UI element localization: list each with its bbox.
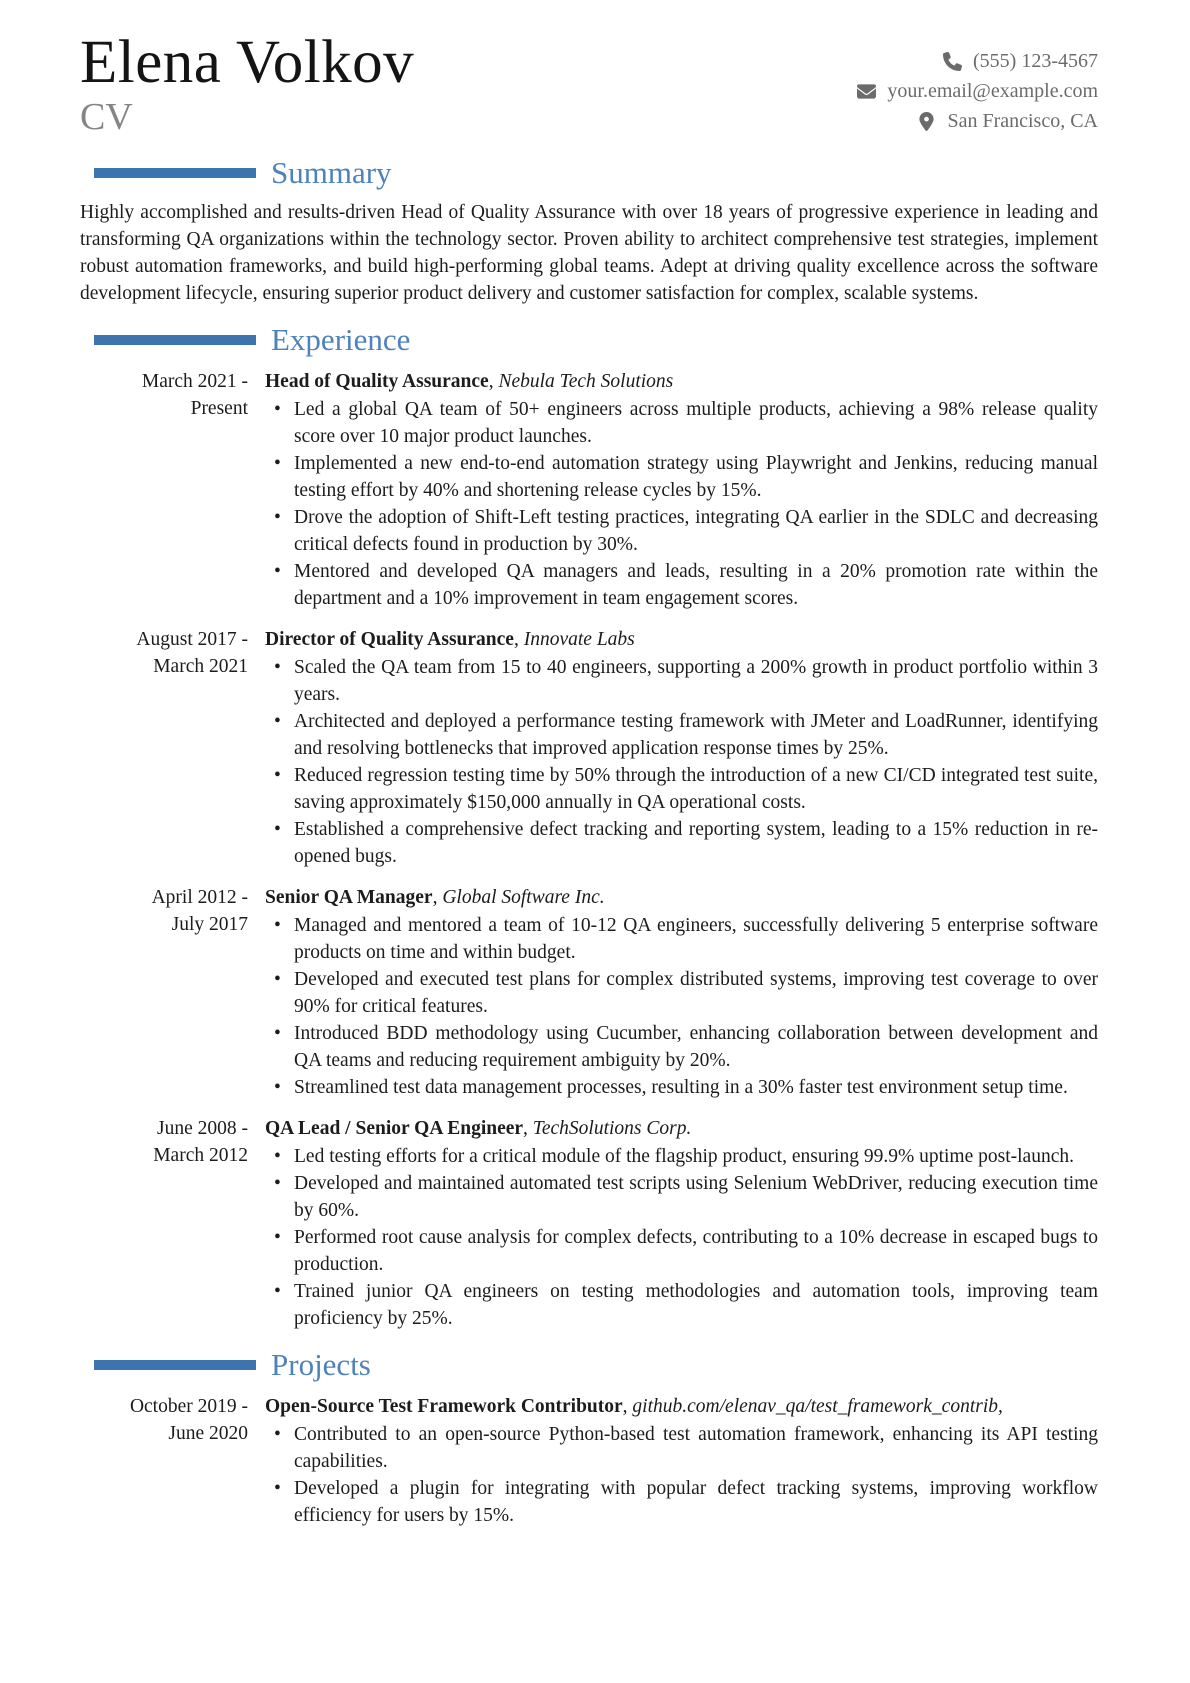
section-accent-bar: [94, 335, 256, 345]
entry-separator: ,: [622, 1396, 633, 1417]
bullet-text: Architected and deployed a performance testing framework with JMeter and LoadRunner, identifying and resolving bottlenecks that improved application response times by 25%.: [294, 711, 1098, 759]
entry-bullets: [265, 1421, 1098, 1529]
bullet-item: [265, 966, 1098, 1020]
bullet-text: Reduced regression testing time by 50% through the introduction of a new CI/CD integrated test suite, saving approximately $150,000 annually in QA operational costs.: [294, 765, 1098, 813]
entry-date-start: March 2021 -: [141, 371, 248, 392]
contact-row-location: [857, 106, 1098, 136]
bullet-text: Led a global QA team of 50+ engineers across multiple products, achieving a 98% release quality score over 10 major product launches.: [294, 399, 1098, 447]
entry-separator: ,: [523, 1118, 533, 1139]
entry-date: [80, 884, 248, 1101]
summary-paragraph: Highly accomplished and results-driven Head of Quality Assurance with over 18 years of progressive experience in leading and transforming QA organizations within the technology sector. Proven ability to architect comprehensive test strategies, implement robust automation frameworks, and build high-performing global teams. Adept at driving quality excellence across the software development lifecycle, ensuring superior product delivery and customer satisfaction for complex, scalable systems.: [80, 202, 1098, 304]
section: [80, 1347, 1098, 1529]
entry-title: Director of Quality Assurance: [265, 629, 514, 650]
entry-title-line: [265, 626, 1098, 653]
bullet-marker: •: [274, 1077, 281, 1098]
entry-main: [265, 884, 1098, 1101]
bullet-text: Managed and mentored a team of 10-12 QA engineers, successfully delivering 5 enterprise software products on time and within budget.: [294, 915, 1098, 963]
email-icon: [857, 82, 876, 101]
section-accent-bar: [94, 168, 256, 178]
bullet-marker: •: [274, 561, 281, 582]
entry-date-end: July 2017: [171, 914, 248, 935]
bullet-text: Performed root cause analysis for complex defects, contributing to a 10% decrease in escaped bugs to production.: [294, 1227, 1098, 1275]
entry-separator: ,: [488, 371, 499, 392]
bullet-text: Developed and maintained automated test scripts using Selenium WebDriver, reducing execution time by 60%.: [294, 1173, 1098, 1221]
document-type-label: CV: [80, 96, 133, 138]
cv-entry: [80, 1115, 1098, 1332]
entry-separator: ,: [513, 629, 524, 650]
bullet-marker: •: [274, 711, 281, 732]
bullet-text: Developed a plugin for integrating with popular defect tracking systems, improving workflow efficiency for users by 15%.: [294, 1478, 1098, 1526]
entry-title-line: [265, 368, 1098, 395]
contact-row-email: [857, 76, 1098, 106]
bullet-marker: •: [274, 1281, 281, 1302]
bullet-text: Contributed to an open-source Python-based test automation framework, enhancing its API testing capabilities.: [294, 1424, 1098, 1472]
entry-main: [265, 368, 1098, 612]
bullet-text: Established a comprehensive defect tracking and reporting system, leading to a 15% reduction in re-opened bugs.: [294, 819, 1098, 867]
bullet-text: Led testing efforts for a critical module of the flagship product, ensuring 99.9% uptime post-launch.: [294, 1146, 1074, 1167]
entry-title: QA Lead / Senior QA Engineer: [265, 1118, 524, 1139]
entry-date: [80, 368, 248, 612]
bullet-item: [265, 1143, 1098, 1170]
bullet-marker: •: [274, 1023, 281, 1044]
phone-number: (555) 123-4567: [973, 50, 1098, 72]
entry-date: [80, 1393, 248, 1529]
bullet-text: Scaled the QA team from 15 to 40 engineers, supporting a 200% growth in product portfolio within 3 years.: [294, 657, 1098, 705]
bullet-item: [265, 1475, 1098, 1529]
bullet-item: [265, 654, 1098, 708]
section-accent-bar: [94, 1360, 256, 1370]
bullet-item: [265, 708, 1098, 762]
bullet-item: [265, 1421, 1098, 1475]
bullet-item: [265, 762, 1098, 816]
entry-main: [265, 1115, 1098, 1332]
bullet-marker: •: [274, 1424, 281, 1445]
entry-title-line: [265, 1115, 1098, 1142]
section-body: [80, 1393, 1098, 1529]
email-address: your.email@example.com: [887, 80, 1098, 102]
bullet-marker: •: [274, 1173, 281, 1194]
bullet-marker: •: [274, 657, 281, 678]
entry-title: Open-Source Test Framework Contributor: [265, 1396, 623, 1417]
entry-date-start: June 2008 -: [157, 1118, 248, 1139]
bullet-marker: •: [274, 399, 281, 420]
contact-block: [857, 46, 1098, 136]
bullet-text: Drove the adoption of Shift-Left testing practices, integrating QA earlier in the SDLC and decreasing critical defects found in production by 30%.: [294, 507, 1098, 555]
entry-date-end: March 2021: [153, 656, 248, 677]
bullet-item: [265, 1074, 1098, 1101]
bullet-text: Streamlined test data management processes, resulting in a 30% faster test environment setup time.: [294, 1077, 1068, 1098]
section-title: Summary: [271, 155, 392, 190]
bullet-item: [265, 450, 1098, 504]
bullet-item: [265, 1224, 1098, 1278]
bullet-item: [265, 912, 1098, 966]
entry-organization: Nebula Tech Solutions: [498, 371, 674, 392]
bullet-marker: •: [274, 1478, 281, 1499]
cv-body: [80, 155, 1098, 1529]
entry-date-end: Present: [190, 398, 248, 419]
contact-row-phone: [857, 46, 1098, 76]
section: [80, 322, 1098, 1332]
entry-title: Head of Quality Assurance: [265, 371, 489, 392]
section-body: [80, 199, 1098, 307]
entry-bullets: [265, 912, 1098, 1101]
entry-organization: Global Software Inc.: [442, 887, 605, 908]
entry-date-start: October 2019 -: [129, 1396, 248, 1417]
entry-separator: ,: [432, 887, 443, 908]
bullet-marker: •: [274, 507, 281, 528]
bullet-item: [265, 396, 1098, 450]
bullet-text: Introduced BDD methodology using Cucumber, enhancing collaboration between development and QA teams and reducing requirement ambiguity by 20%.: [294, 1023, 1098, 1071]
entry-date: [80, 626, 248, 870]
entry-bullets: [265, 396, 1098, 612]
bullet-item: [265, 1020, 1098, 1074]
bullet-marker: •: [274, 915, 281, 936]
section-header: [80, 1347, 1098, 1383]
entry-title-line: [265, 884, 1098, 911]
entry-date-end: June 2020: [168, 1423, 248, 1444]
cv-entry: [80, 626, 1098, 870]
bullet-marker: •: [274, 1146, 281, 1167]
cv-entry: [80, 368, 1098, 612]
entry-main: [265, 626, 1098, 870]
bullet-marker: •: [274, 765, 281, 786]
section-header: [80, 322, 1098, 358]
phone-icon: [943, 52, 962, 71]
entry-bullets: [265, 1143, 1098, 1332]
entry-main: [265, 1393, 1098, 1529]
bullet-item: [265, 1278, 1098, 1332]
section-header: [80, 155, 1098, 191]
cv-header: [80, 29, 1098, 140]
entry-organization: github.com/elenav_qa/test_framework_contrib,: [632, 1396, 1003, 1417]
section-body: [80, 368, 1098, 1332]
bullet-item: [265, 558, 1098, 612]
entry-date: [80, 1115, 248, 1332]
bullet-text: Trained junior QA engineers on testing methodologies and automation tools, improving team proficiency by 25%.: [294, 1281, 1098, 1329]
location-icon: [917, 112, 936, 131]
bullet-text: Mentored and developed QA managers and leads, resulting in a 20% promotion rate within the department and a 10% improvement in team engagement scores.: [294, 561, 1098, 609]
bullet-text: Implemented a new end-to-end automation strategy using Playwright and Jenkins, reducing manual testing effort by 40% and shortening release cycles by 15%.: [294, 453, 1098, 501]
section: [80, 155, 1098, 307]
bullet-item: [265, 1170, 1098, 1224]
identity-block: [80, 29, 415, 140]
bullet-item: [265, 504, 1098, 558]
bullet-marker: •: [274, 819, 281, 840]
bullet-marker: •: [274, 969, 281, 990]
entry-date-end: March 2012: [153, 1145, 248, 1166]
entry-title-line: [265, 1393, 1098, 1420]
cv-entry: [80, 884, 1098, 1101]
section-title: Projects: [271, 1347, 371, 1382]
entry-bullets: [265, 654, 1098, 870]
entry-date-start: April 2012 -: [151, 887, 248, 908]
entry-date-start: August 2017 -: [136, 629, 248, 650]
section-title: Experience: [271, 322, 411, 357]
entry-organization: Innovate Labs: [523, 629, 635, 650]
cv-entry: [80, 1393, 1098, 1529]
bullet-marker: •: [274, 1227, 281, 1248]
entry-title: Senior QA Manager: [265, 887, 433, 908]
bullet-marker: •: [274, 453, 281, 474]
person-name: Elena Volkov: [80, 29, 415, 96]
entry-organization: TechSolutions Corp.: [532, 1118, 692, 1139]
bullet-text: Developed and executed test plans for complex distributed systems, improving test coverage to over 90% for critical features.: [294, 969, 1098, 1017]
bullet-item: [265, 816, 1098, 870]
location-text: San Francisco, CA: [947, 110, 1098, 132]
